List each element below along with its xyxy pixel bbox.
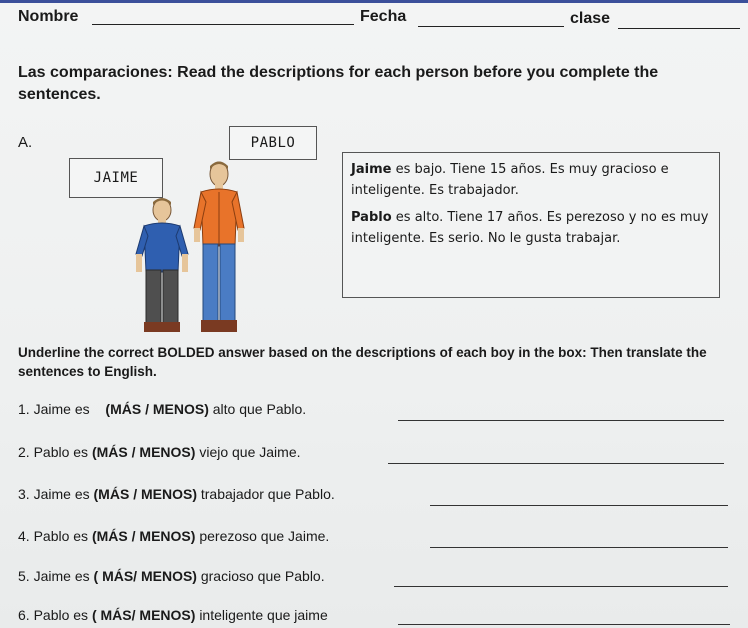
jaime-name: JAIME (93, 170, 139, 186)
q4-menos-option[interactable]: MENOS (139, 528, 191, 544)
nombre-label: Nombre (18, 8, 79, 25)
jaime-desc-text: es bajo. Tiene 15 años. Es muy gracioso e inteligente. Es trabajador. (351, 162, 669, 198)
q1-answer-line[interactable] (398, 420, 724, 421)
q5-open-paren: ( (93, 568, 99, 584)
q6-open-paren: ( (91, 607, 97, 623)
intro-text: Las comparaciones: Read the descriptions for each person before you complete the sentences. (18, 64, 659, 103)
question-6 (18, 607, 328, 623)
q6-number: 6. (18, 607, 30, 623)
jaime-desc-name: Jaime (351, 162, 392, 177)
jaime-description (351, 159, 711, 201)
q5-mas-option[interactable]: MÁS/ (102, 568, 138, 584)
q1-open-paren: ( (105, 401, 111, 417)
q6-menos-option[interactable]: MENOS (139, 607, 191, 623)
q2-close-paren: ) (190, 444, 196, 460)
q3-close-paren: ) (192, 486, 197, 502)
q5-answer-line[interactable] (394, 586, 728, 587)
q1-separator: / (145, 401, 149, 417)
clase-line[interactable] (618, 28, 740, 29)
q3-separator: / (133, 486, 138, 502)
q4-number: 4. (18, 528, 30, 544)
q6-subject: Pablo es (33, 607, 89, 623)
q4-mas-option[interactable]: MÁS (96, 528, 128, 544)
q1-rest: alto que Pablo. (212, 401, 307, 417)
q3-mas-option[interactable]: MÁS (98, 486, 130, 502)
pablo-desc-name: Pablo (351, 210, 392, 225)
q4-open-paren: ( (91, 528, 97, 544)
q2-rest: viejo que Jaime. (199, 444, 301, 460)
q6-answer-line[interactable] (398, 624, 730, 625)
question-1 (18, 401, 306, 417)
q1-close-paren: ) (204, 401, 209, 417)
q2-number: 2. (18, 444, 30, 460)
description-box (342, 152, 720, 298)
q3-answer-line[interactable] (430, 505, 728, 506)
clase-label: clase (570, 10, 611, 27)
q5-rest: gracioso que Pablo. (200, 568, 325, 584)
q5-close-paren: ) (192, 568, 197, 584)
q3-number: 3. (18, 486, 30, 502)
top-edge (0, 0, 748, 3)
question-5 (18, 568, 325, 584)
q1-subject: Jaime es (33, 401, 90, 417)
q4-answer-line[interactable] (430, 547, 728, 548)
q2-subject: Pablo es (33, 444, 89, 460)
fecha-line[interactable] (418, 26, 564, 27)
q4-rest: perezoso que Jaime. (199, 528, 330, 544)
q6-mas-option[interactable]: MÁS/ (100, 607, 136, 623)
question-4 (18, 528, 329, 544)
q3-rest: trabajador que Pablo. (200, 486, 335, 502)
pablo-desc-text: es alto. Tiene 17 años. Es perezoso y no es muy inteligente. Es serio. No le gusta trabajar. (351, 210, 709, 246)
q3-subject: Jaime es (33, 486, 90, 502)
nombre-line[interactable] (92, 24, 354, 25)
pablo-description (351, 207, 711, 249)
q6-close-paren: ) (190, 607, 196, 623)
q5-number: 5. (18, 568, 30, 584)
q1-menos-option[interactable]: MENOS (152, 401, 205, 417)
q4-close-paren: ) (190, 528, 196, 544)
q4-subject: Pablo es (33, 528, 89, 544)
q1-mas-option[interactable]: MÁS (110, 401, 142, 417)
section-label: A. (18, 134, 33, 151)
q2-answer-line[interactable] (388, 463, 724, 464)
instructions-text: Underline the correct BOLDED answer based on the descriptions of each boy in the box: Then translate the sentences to English. (18, 345, 707, 379)
q3-menos-option[interactable]: MENOS (140, 486, 193, 502)
jaime-name-box (69, 158, 163, 198)
q2-open-paren: ( (91, 444, 97, 460)
q4-separator: / (131, 528, 136, 544)
jaime-figure (134, 196, 190, 336)
q1-number: 1. (18, 401, 30, 417)
q5-menos-option[interactable]: MENOS (140, 568, 193, 584)
pablo-figure (190, 160, 248, 336)
q2-menos-option[interactable]: MENOS (139, 444, 191, 460)
question-3 (18, 486, 335, 502)
question-2 (18, 444, 301, 460)
fecha-label: Fecha (360, 8, 407, 25)
pablo-name: PABLO (250, 135, 296, 151)
q3-open-paren: ( (93, 486, 99, 502)
q6-rest: inteligente que jaime (199, 607, 328, 623)
q5-subject: Jaime es (33, 568, 90, 584)
q2-separator: / (131, 444, 136, 460)
pablo-name-box (229, 126, 317, 160)
q2-mas-option[interactable]: MÁS (96, 444, 128, 460)
